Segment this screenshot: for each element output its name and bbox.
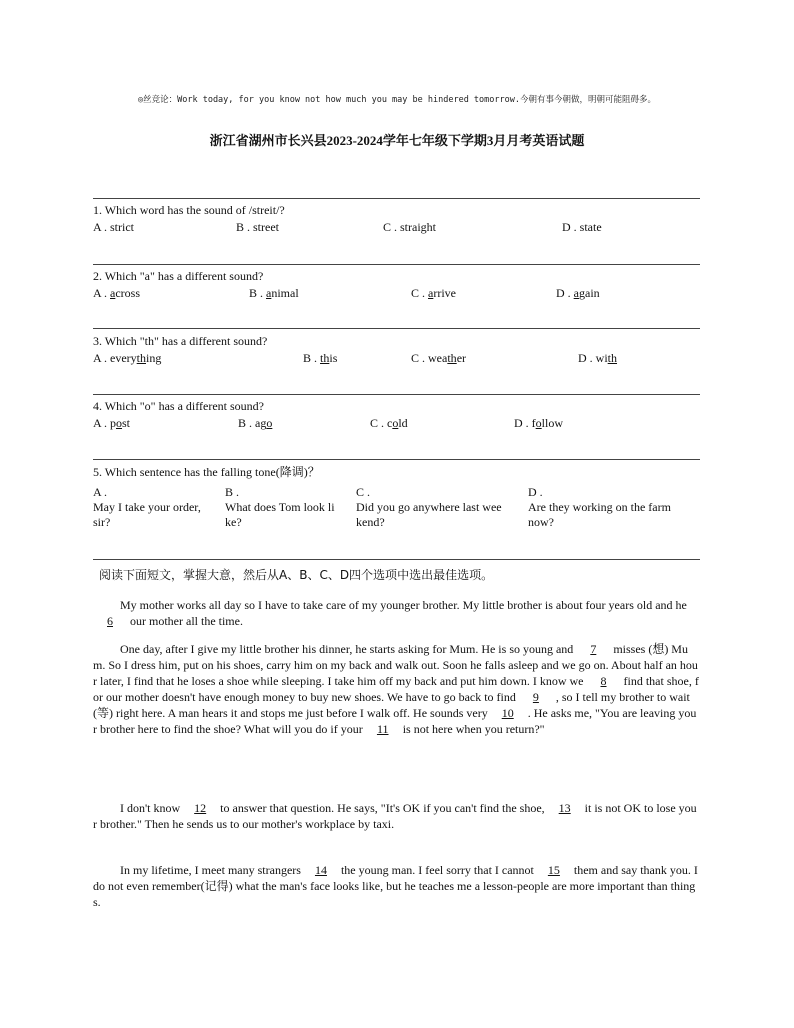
option-a[interactable]: A . post: [93, 416, 131, 430]
option-c[interactable]: C . Did you go anywhere last wee kend?: [356, 485, 502, 529]
passage-paragraph-2: One day, after I give my little brother his dinner, he starts asking for Mum. He is so young and 7 misses (想) Mum. So I dress him, put on his shoes, carry him on my back and walk out. Soon he falls asleep and we go on. About half an hour later, I find that he loses a shoe while sleeping. I take him off my back and put him down. I know we 8 find that shoe, for our mother doesn't have enough money to buy new shoes. We have to go back to find 9 , so I tell my brother to wait (等) right here. A man hears it and stops me just before I walk off. He sounds very 10 . He asks me, "You are leaving your brother here to find the shoe? What will you do if your 11 is not here when you return?": [93, 642, 699, 736]
blank-7[interactable]: 7: [590, 642, 597, 656]
blank-15[interactable]: 15: [547, 863, 560, 877]
question-stem: 4. Which "o" has a different sound?: [93, 399, 264, 413]
passage-paragraph-3: I don't know 12 to answer that question. He says, "It's OK if you can't find the shoe, 13 it is not OK to lose your brother." Then he sends us to our mother's workplace by taxi.: [93, 801, 697, 831]
question-3: [93, 333, 700, 367]
question-stem: 2. Which "a" has a different sound?: [93, 269, 264, 283]
reading-instruction: 阅读下面短文，掌握大意，然后从A、B、C、D四个选项中选出最佳选项。: [99, 568, 494, 582]
blank-12[interactable]: 12: [194, 801, 207, 815]
question-2: [93, 268, 700, 302]
option-d[interactable]: D . follow: [514, 416, 564, 430]
passage-paragraph-4: In my lifetime, I meet many strangers 14 the young man. I feel sorry that I cannot 15 them and say thank you. I do not even remember(记得) what the man's face looks like, but he teaches me a lesson-people are more important than things.: [93, 863, 698, 909]
option-b[interactable]: B . ago: [238, 416, 273, 430]
page-title: 浙江省湖州市长兴县2023-2024学年七年级下学期3月月考英语试题: [209, 133, 585, 148]
question-stem: 5. Which sentence has the falling tone(降调)？: [93, 465, 320, 479]
blank-9[interactable]: 9: [532, 690, 539, 704]
motto-line: ◎丝竞论：Work today, for you know not how much you may be hindered tomorrow.今朝有事今朝做，明朝可能阻碍多。: [138, 95, 656, 105]
divider: [93, 328, 700, 329]
option-c[interactable]: C . weather: [411, 351, 467, 365]
divider: [93, 559, 700, 560]
option-d[interactable]: D . Are they working on the farm now?: [528, 485, 671, 529]
divider: [93, 264, 700, 265]
question-5: [93, 464, 700, 529]
option-b[interactable]: B . animal: [249, 286, 299, 300]
option-b[interactable]: B . What does Tom look li ke?: [225, 485, 335, 529]
option-d[interactable]: D . state: [562, 220, 602, 234]
blank-10[interactable]: 10: [501, 706, 514, 720]
divider: [93, 198, 700, 199]
question-stem: 3. Which "th" has a different sound?: [93, 334, 268, 348]
divider: [93, 459, 700, 460]
question-1: [93, 202, 700, 236]
blank-13[interactable]: 13: [558, 801, 571, 815]
question-4: [93, 398, 700, 432]
option-b[interactable]: B . street: [236, 220, 280, 234]
option-a[interactable]: A . everything: [93, 351, 162, 365]
passage-paragraph-1: My mother works all day so I have to take care of my younger brother. My little brother is about four years old and he 6 our mother all the time.: [93, 597, 700, 629]
option-c[interactable]: C . straight: [383, 220, 437, 234]
option-d[interactable]: D . with: [578, 351, 618, 365]
option-c[interactable]: C . arrive: [411, 286, 456, 300]
option-d[interactable]: D . again: [556, 286, 600, 300]
option-b[interactable]: B . this: [303, 351, 338, 365]
blank-14[interactable]: 14: [314, 863, 327, 877]
blank-11[interactable]: 11: [376, 722, 389, 736]
option-a[interactable]: A . strict: [93, 220, 135, 234]
option-c[interactable]: C . cold: [370, 416, 408, 430]
option-a[interactable]: A . across: [93, 286, 141, 300]
blank-8[interactable]: 8: [600, 674, 607, 688]
blank-6[interactable]: 6: [107, 614, 113, 628]
option-a[interactable]: A . May I take your order, sir?: [93, 485, 201, 529]
question-stem: 1. Which word has the sound of /streit/?: [93, 203, 285, 217]
divider: [93, 394, 700, 395]
